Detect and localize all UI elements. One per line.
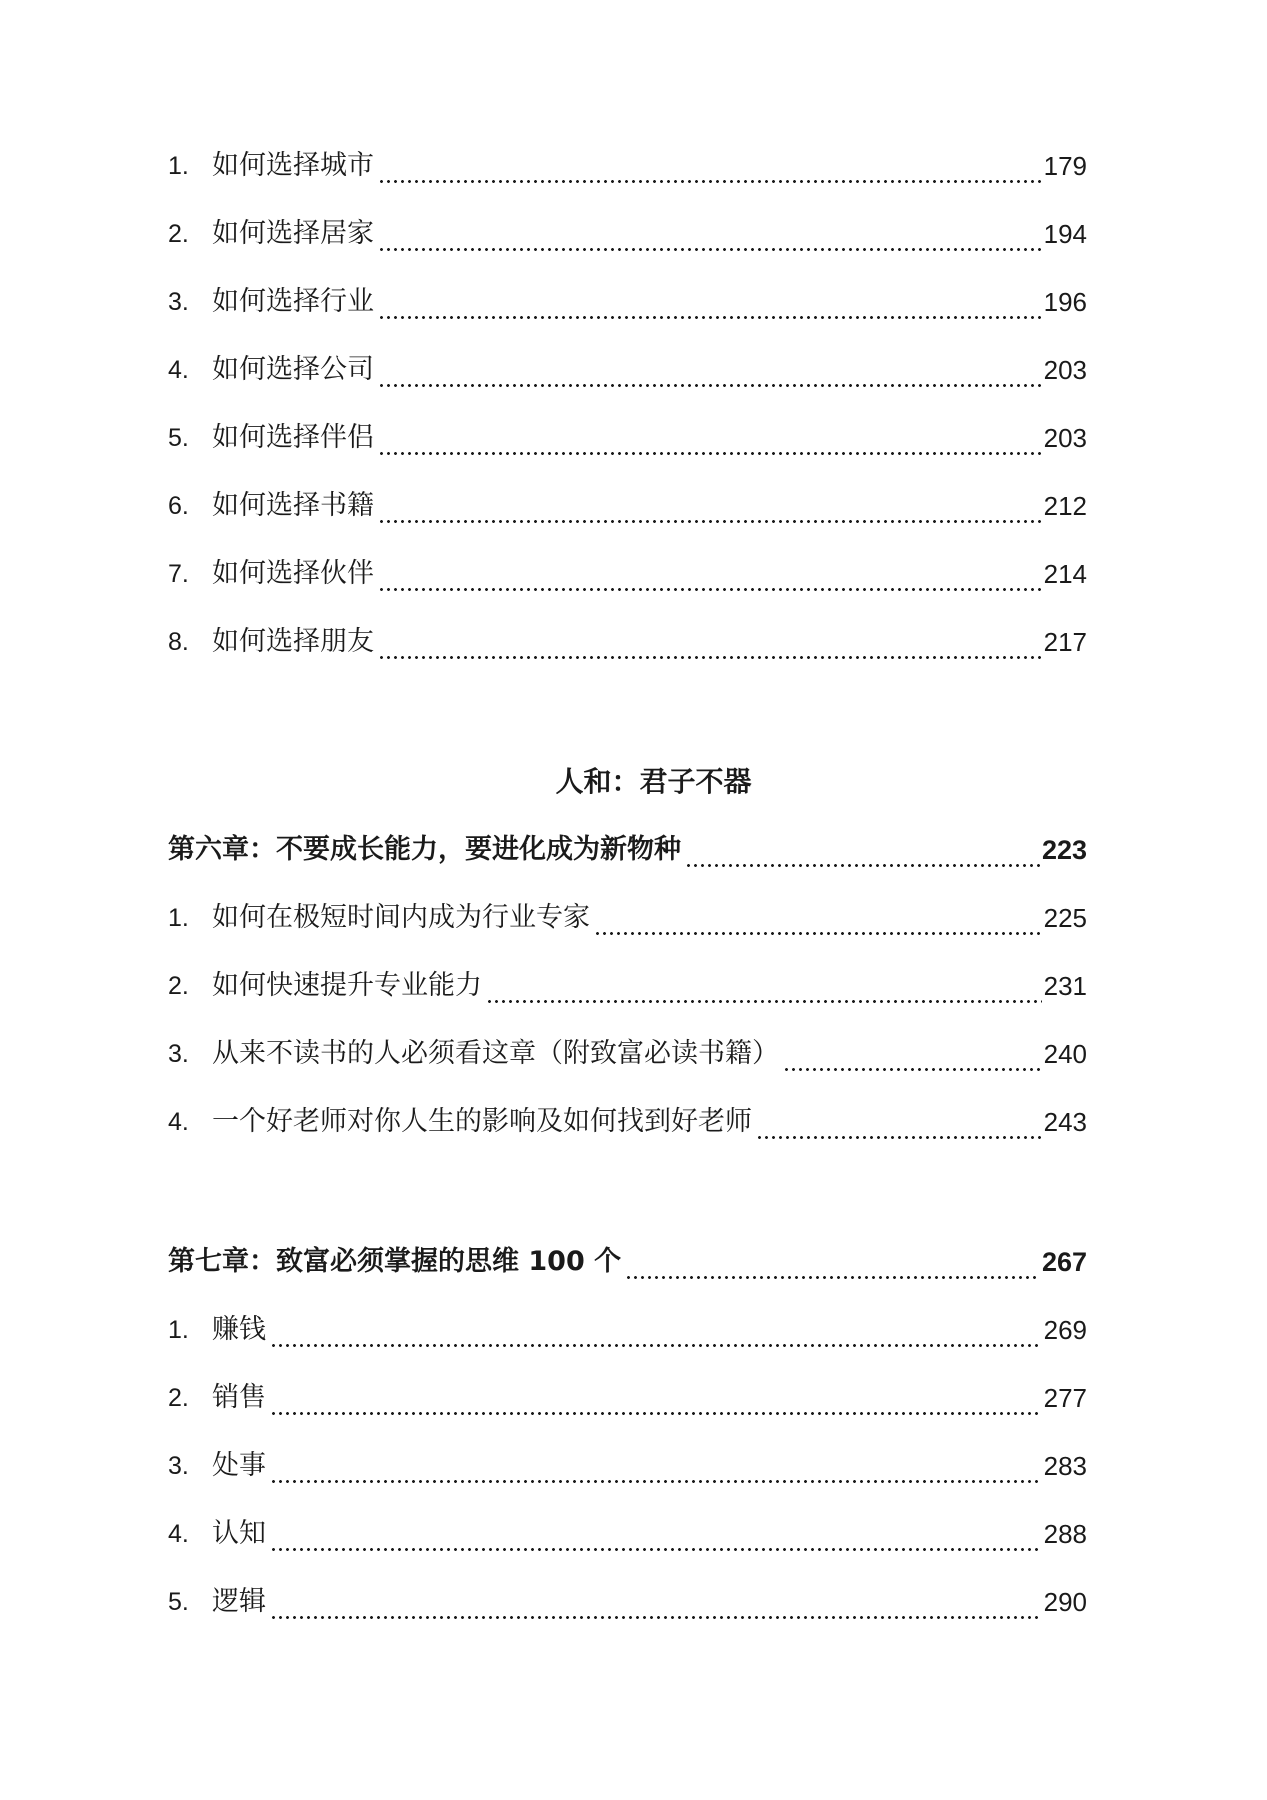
toc-entry-number: 5. (168, 1588, 189, 1616)
toc-entry-title: 如何选择城市 (212, 150, 374, 181)
toc-entry-page: 240 (1043, 1039, 1087, 1069)
toc-entry (168, 1444, 1087, 1488)
toc-entry-number: 2. (168, 220, 189, 248)
toc-entry-number: 2. (168, 1384, 189, 1412)
toc-entry-number: 2. (168, 972, 189, 1000)
toc-entry (168, 484, 1087, 528)
dot-leader (486, 964, 1042, 1008)
toc-entry-page: 217 (1043, 627, 1087, 657)
toc-entry-title: 如何选择朋友 (212, 626, 374, 657)
toc-entry (168, 896, 1087, 940)
chapter-title: 第七章：致富必须掌握的思维 100 个 (168, 1246, 622, 1277)
toc-entry-number: 1. (168, 904, 189, 932)
dot-leader (378, 620, 1042, 664)
toc-entry-number: 7. (168, 560, 189, 588)
toc-entry-number: 6. (168, 492, 189, 520)
toc-entry (168, 1032, 1087, 1076)
toc-entry-page: 283 (1043, 1451, 1087, 1481)
toc-entry-page: 203 (1043, 423, 1087, 453)
dot-leader (270, 1512, 1042, 1556)
toc-entry-number: 4. (168, 1108, 189, 1136)
toc-entry-title: 销售 (212, 1382, 266, 1413)
dot-leader (270, 1308, 1042, 1352)
toc-entry-title: 如何选择行业 (212, 286, 374, 317)
dot-leader (270, 1580, 1042, 1624)
toc-entry-number: 4. (168, 356, 189, 384)
dot-leader (685, 828, 1040, 872)
toc-entry (168, 348, 1087, 392)
toc-entry-page: 214 (1043, 559, 1087, 589)
toc-entry-page: 194 (1043, 219, 1087, 249)
dot-leader (378, 552, 1042, 596)
toc-entry-number: 3. (168, 1452, 189, 1480)
toc-entry-title: 如何选择伙伴 (212, 558, 374, 589)
toc-entry-title: 如何选择书籍 (212, 490, 374, 521)
toc-entry-number: 4. (168, 1520, 189, 1548)
toc-entry-number: 5. (168, 424, 189, 452)
toc-entry-page: 179 (1043, 151, 1087, 181)
dot-leader (270, 1444, 1042, 1488)
dot-leader (783, 1032, 1042, 1076)
dot-leader (378, 144, 1042, 188)
toc-entry-page: 269 (1043, 1315, 1087, 1345)
toc-entry-page: 288 (1043, 1519, 1087, 1549)
toc-entry-title: 如何在极短时间内成为行业专家 (212, 902, 590, 933)
toc-entry (168, 144, 1087, 188)
toc-entry (168, 620, 1087, 664)
chapter-title: 第六章：不要成长能力，要进化成为新物种 (168, 834, 681, 865)
dot-leader (378, 280, 1042, 324)
dot-leader (378, 484, 1042, 528)
toc-entry-page: 277 (1043, 1383, 1087, 1413)
chapter-entry (168, 1240, 1087, 1284)
toc-entry-page: 243 (1043, 1107, 1087, 1137)
toc-entry (168, 416, 1087, 460)
toc-entry-page: 290 (1043, 1587, 1087, 1617)
chapter-page: 223 (1041, 835, 1087, 865)
toc-entry-title: 逻辑 (212, 1586, 266, 1617)
toc-entry-number: 1. (168, 1316, 189, 1344)
toc-entry (168, 552, 1087, 596)
toc-entry-number: 1. (168, 152, 189, 180)
toc-entry-title: 如何选择公司 (212, 354, 374, 385)
toc-entry-page: 196 (1043, 287, 1087, 317)
dot-leader (625, 1240, 1040, 1284)
toc-entry-number: 3. (168, 1040, 189, 1068)
toc-entry (168, 212, 1087, 256)
dot-leader (756, 1100, 1042, 1144)
toc-entry-title: 一个好老师对你人生的影响及如何找到好老师 (212, 1106, 752, 1137)
toc-entry-title: 从来不读书的人必须看这章（附致富必读书籍） (212, 1038, 779, 1069)
toc-entry-title: 处事 (212, 1450, 266, 1481)
dot-leader (378, 348, 1042, 392)
toc-entry-title: 认知 (212, 1518, 266, 1549)
toc-entry (168, 1376, 1087, 1420)
toc-entry-title: 如何选择伴侣 (212, 422, 374, 453)
toc-entry-page: 203 (1043, 355, 1087, 385)
toc-entry (168, 964, 1087, 1008)
chapter-entry (168, 828, 1087, 872)
section-heading: 人和：君子不器 (555, 765, 752, 798)
dot-leader (378, 212, 1042, 256)
toc-entry-number: 8. (168, 628, 189, 656)
toc-entry-page: 231 (1043, 971, 1087, 1001)
toc-entry-title: 如何选择居家 (212, 218, 374, 249)
toc-entry (168, 1580, 1087, 1624)
toc-entry-title: 如何快速提升专业能力 (212, 970, 482, 1001)
toc-entry-page: 225 (1043, 903, 1087, 933)
dot-leader (594, 896, 1042, 940)
toc-entry-title: 赚钱 (212, 1314, 266, 1345)
dot-leader (378, 416, 1042, 460)
toc-entry-number: 3. (168, 288, 189, 316)
toc-entry (168, 1308, 1087, 1352)
toc-entry (168, 1512, 1087, 1556)
dot-leader (270, 1376, 1042, 1420)
toc-entry (168, 280, 1087, 324)
chapter-page: 267 (1041, 1247, 1087, 1277)
toc-entry (168, 1100, 1087, 1144)
toc-entry-page: 212 (1043, 491, 1087, 521)
